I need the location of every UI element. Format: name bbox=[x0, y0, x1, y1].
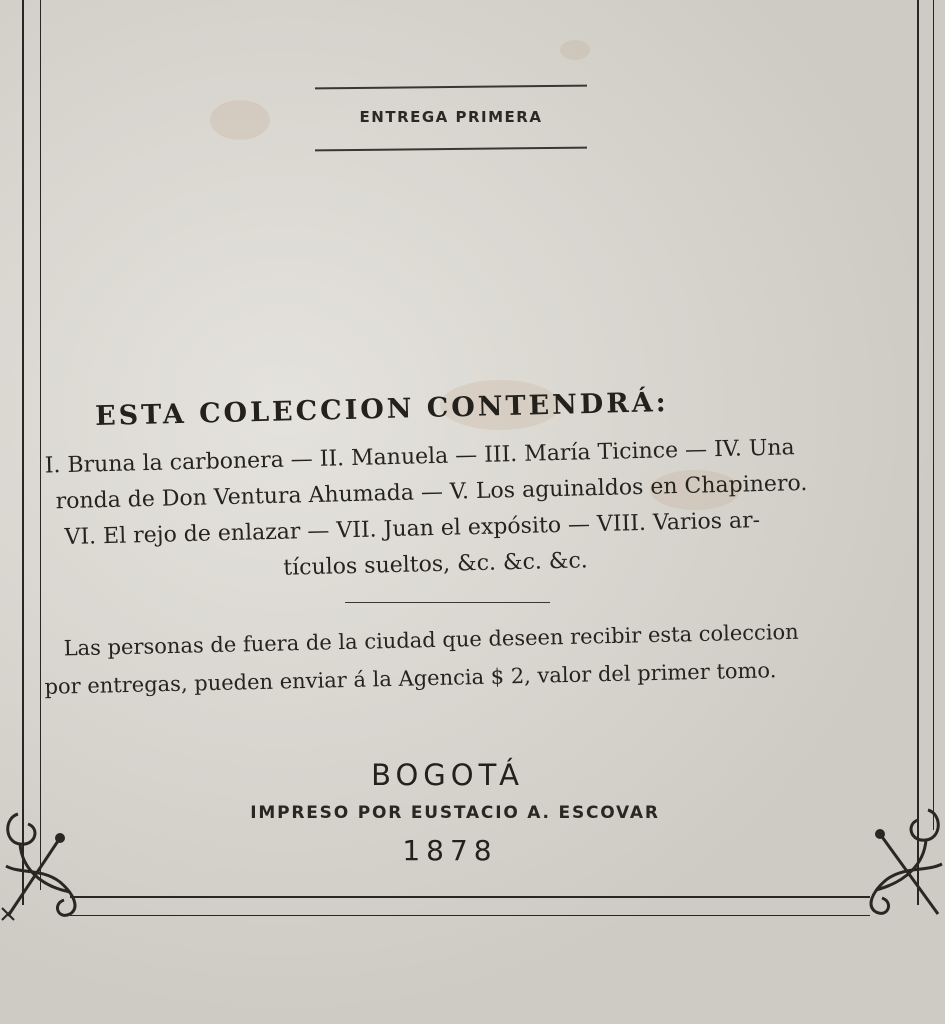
contents-line: VI. El rejo de enlazar — VII. Juan el expósito — VIII. Varios ar- bbox=[64, 508, 761, 551]
collection-heading: ESTA COLECCION CONTENDRÁ: bbox=[94, 387, 669, 433]
paper-stain bbox=[210, 100, 270, 140]
contents-line: ronda de Don Ventura Ahumada — V. Los aguinaldos en Chapinero. bbox=[55, 470, 808, 515]
border-bottom-inner bbox=[70, 915, 870, 916]
border-left-inner bbox=[40, 0, 41, 890]
imprint-printer: IMPRESO POR EUSTACIO A. ESCOVAR bbox=[250, 803, 660, 823]
contents-line: I. Bruna la carbonera — II. Manuela — III. María Ticince — IV. Una bbox=[44, 435, 795, 479]
edition-label-block bbox=[315, 84, 587, 154]
border-bottom-outer bbox=[70, 896, 870, 898]
border-right-inner bbox=[933, 0, 934, 830]
contents-line: tículos sueltos, &c. &c. &c. bbox=[283, 548, 589, 581]
notice-line: Las personas de fuera de la ciudad que deseen recibir esta coleccion bbox=[63, 619, 799, 661]
imprint-city: BOGOTÁ bbox=[371, 758, 524, 792]
collection-contents bbox=[44, 428, 907, 593]
edition-rule-top bbox=[315, 85, 587, 89]
paper-stain bbox=[560, 40, 590, 60]
corner-ornament-left bbox=[0, 808, 95, 928]
border-right-outer bbox=[917, 0, 919, 905]
imprint-year: 1878 bbox=[402, 834, 498, 867]
subscription-notice bbox=[43, 610, 915, 706]
edition-rule-bottom bbox=[315, 147, 587, 151]
edition-label: ENTREGA PRIMERA bbox=[359, 108, 543, 126]
notice-line: por entregas, pueden enviar á la Agencia $ 2, valor del primer tomo. bbox=[44, 658, 777, 699]
section-divider bbox=[345, 602, 550, 603]
